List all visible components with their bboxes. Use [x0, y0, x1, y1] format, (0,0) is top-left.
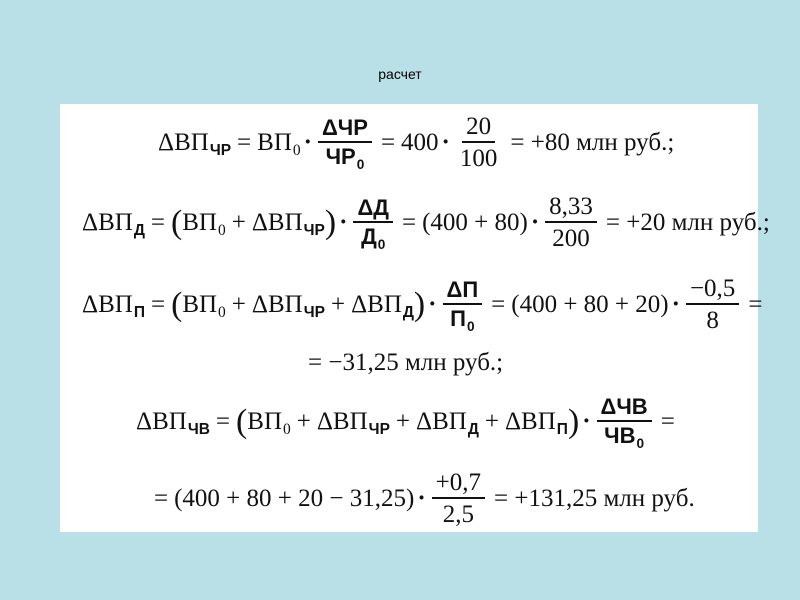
f3-dvp2-sub: ЧР [303, 304, 325, 322]
f3-rparen: ) [413, 286, 426, 323]
f1-lhs-sub: ЧР [209, 142, 232, 160]
f2-eq2: = [401, 209, 417, 236]
f1-eq2: = [380, 129, 396, 156]
f4-rparen: ) [567, 403, 580, 440]
f1-dvp: ΔВП [158, 129, 209, 156]
formula-panel [60, 104, 770, 532]
f4b-frac [432, 470, 485, 527]
f3-eq3: = [748, 291, 763, 318]
f4b-frac-den: 2,5 [442, 501, 474, 528]
f3-dot2: · [671, 291, 680, 318]
f3-frac1-den [446, 305, 478, 334]
f4-plus3: + [484, 408, 499, 435]
f3-vp0 [182, 291, 226, 322]
f3-paren: (400 + 80 + 20) [511, 291, 669, 318]
f2-dvp: ΔВП [82, 209, 133, 236]
f2-lhs [82, 209, 145, 240]
f4-frac1-den-main: ЧВ [604, 423, 636, 448]
f2-frac1-num: ΔД [353, 197, 393, 223]
f2-vp-sub: 0 [217, 222, 226, 240]
f4-vp: ВП [247, 408, 282, 435]
f1-frac1-den [322, 143, 369, 172]
f4-dvp2: ΔВП [316, 408, 368, 435]
f1-400: 400 [401, 129, 439, 156]
f3-vp-sub: 0 [218, 304, 226, 322]
f4-frac1-den-sub: 0 [636, 435, 645, 451]
f1-frac2 [456, 114, 502, 171]
f4-frac1-num: ΔЧВ [597, 396, 652, 422]
f3-lhs-sub: П [133, 304, 145, 322]
f3-vp: ВП [182, 291, 218, 318]
f3b-result: = −31,25 млн руб.; [308, 349, 504, 376]
f3-frac1-den-main: П [450, 306, 466, 331]
f3-frac2-den: 8 [706, 307, 719, 334]
f3-plus2: + [330, 291, 346, 318]
f2-dvp2: ΔВП [251, 209, 303, 236]
f2-dvp2-sub: ЧР [303, 222, 325, 240]
f2-vp0 [182, 209, 226, 240]
f2-eq1: = [150, 209, 165, 236]
f2-frac1-den-main: Д [361, 224, 377, 249]
f4-dvpd [416, 408, 479, 439]
f3-dvpchr [251, 291, 325, 322]
f3-dvp: ΔВП [82, 291, 133, 318]
f4-dvp4-sub: П [556, 421, 568, 439]
f4-eq2: = [660, 408, 675, 435]
f2-frac2-num: 8,33 [545, 194, 597, 223]
f4-dvp3: ΔВП [416, 408, 467, 435]
f2-frac2 [545, 194, 597, 251]
f4-plus2: + [395, 408, 411, 435]
f1-dot1: · [303, 129, 312, 156]
f2-lparen: ( [170, 204, 183, 241]
f4b-eq: = [154, 485, 169, 512]
f2-paren: (400 + 80) [422, 209, 528, 236]
f3-dot1: · [428, 291, 437, 318]
f2-vp: ВП [182, 209, 217, 236]
f3-lparen: ( [171, 286, 183, 323]
f1-lhs [158, 129, 232, 160]
slide-title: расчет [378, 66, 422, 82]
f4-dvp2-sub: ЧР [368, 421, 390, 439]
f3-eq1: = [150, 291, 166, 318]
formula-4-continued [148, 470, 695, 527]
f1-frac1-num: ΔЧР [318, 117, 372, 143]
f4-frac1 [597, 394, 652, 451]
f2-lhs-sub: Д [133, 222, 145, 240]
f4b-paren: (400 + 80 + 20 − 31,25) [174, 485, 415, 512]
f2-dot1: · [339, 209, 348, 236]
f4-lhs [136, 408, 210, 439]
f4-vp0 [247, 408, 291, 439]
f3-frac2-num: −0,5 [686, 276, 739, 305]
f3-eq2: = [491, 291, 506, 318]
f1-frac1-den-sub: 0 [356, 156, 365, 172]
f4-dot1: · [582, 408, 591, 435]
f3-frac1 [443, 277, 483, 334]
f4-lhs-sub: ЧВ [187, 421, 210, 439]
f4-vp-sub: 0 [283, 421, 291, 439]
f2-result: = +20 млн руб.; [605, 209, 770, 236]
f3-dvp3-sub: Д [402, 304, 414, 322]
f3-lhs [82, 291, 145, 322]
f4-dvp3-sub: Д [467, 421, 479, 439]
f4-lparen: ( [236, 403, 248, 440]
f1-frac2-num: 20 [462, 114, 495, 143]
f1-frac2-den: 100 [459, 145, 498, 172]
formula-4 [136, 394, 681, 451]
f1-eq1: = [237, 129, 252, 156]
f3-plus1: + [231, 291, 246, 318]
f2-frac1-den [357, 223, 389, 252]
f4b-frac-num: +0,7 [432, 470, 485, 499]
f2-frac2-den: 200 [552, 225, 590, 252]
f3-frac1-num: ΔП [443, 279, 483, 305]
f3-dvpd [351, 291, 414, 322]
f3-frac2 [686, 276, 739, 333]
f4-dvpp [504, 408, 568, 439]
f4-eq1: = [215, 408, 231, 435]
f2-frac1 [353, 195, 393, 252]
f1-vp: ВП [257, 129, 292, 156]
f1-vp0 [257, 129, 301, 160]
formula-3 [82, 276, 768, 333]
f2-plus: + [231, 209, 246, 236]
f4-dvp4: ΔВП [504, 408, 556, 435]
f2-dot2: · [530, 209, 540, 236]
f2-frac1-den-sub: 0 [377, 236, 386, 252]
f2-rparen: ) [324, 204, 337, 241]
f1-frac1-den-main: ЧР [325, 144, 356, 169]
f3-frac1-den-sub: 0 [466, 318, 475, 334]
f1-vp-sub: 0 [292, 142, 301, 160]
f4b-result: = +131,25 млн руб. [494, 485, 695, 512]
f1-dot2: · [441, 129, 450, 156]
f4b-dot: · [417, 485, 426, 512]
f4-plus1: + [296, 408, 311, 435]
formula-1 [158, 114, 674, 171]
f3-dvp2: ΔВП [251, 291, 303, 318]
formula-3-continued [308, 350, 503, 375]
f4-frac1-den [600, 422, 648, 451]
f2-dvpchr [251, 209, 325, 240]
f4-dvp: ΔВП [136, 408, 187, 435]
formula-2 [82, 194, 770, 251]
f1-frac1 [318, 115, 372, 172]
f4-dvpchr [316, 408, 390, 439]
f1-result: = +80 млн руб.; [510, 129, 675, 156]
f3-dvp3: ΔВП [351, 291, 402, 318]
